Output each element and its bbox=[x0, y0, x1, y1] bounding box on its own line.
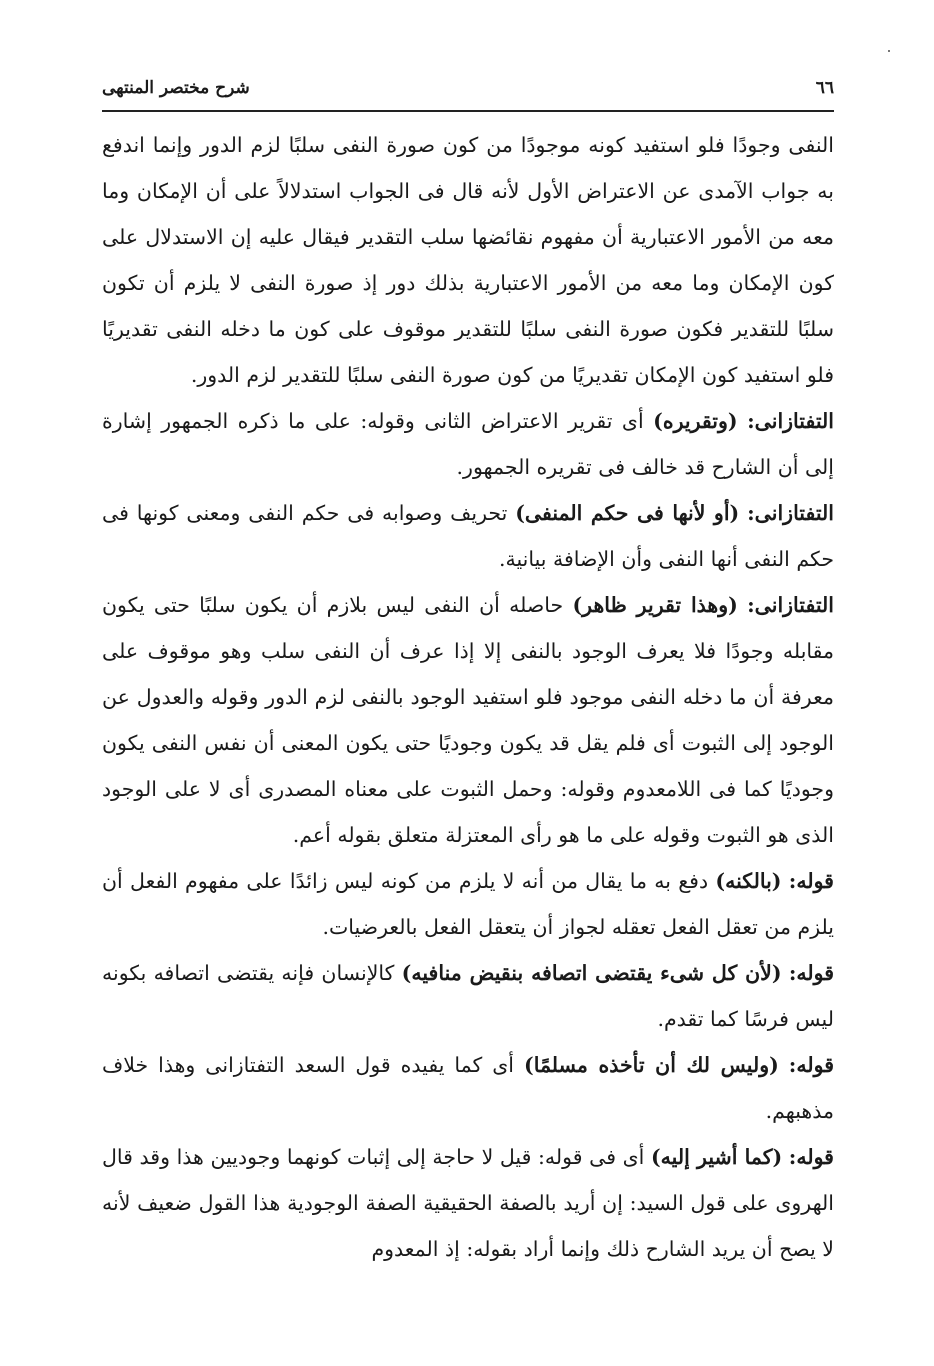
paragraph-text: أى تقرير الاعتراض الثانى وقوله: على ما ذكره الجمهور إشارة إلى أن الشارح قد خالف فى تقريره الجمهور. bbox=[102, 409, 834, 479]
paragraph-label: التفتازانى: bbox=[747, 501, 834, 525]
paragraph-quote: (كما أشير إليه) bbox=[650, 1145, 783, 1169]
paragraph bbox=[102, 122, 834, 398]
paragraph bbox=[102, 950, 834, 1042]
paragraph-quote: (بالكنه) bbox=[715, 869, 782, 893]
paragraph-quote: (أو لأنها فى حكم المنفى) bbox=[515, 501, 740, 525]
paragraph-label: قوله: bbox=[788, 869, 834, 893]
paragraph bbox=[102, 398, 834, 490]
paragraph bbox=[102, 1042, 834, 1134]
paragraph-label: قوله: bbox=[788, 961, 835, 985]
paragraph-label: التفتازانى: bbox=[747, 409, 834, 433]
paragraph-text: تحريف وصوابه فى حكم النفى ومعنى كونها فى حكم النفى أنها النفى وأن الإضافة بيانية. bbox=[102, 501, 834, 571]
paragraph-quote: (لأن كل شىء يقتضى اتصافه بنقيض منافيه) bbox=[401, 961, 782, 985]
paragraph-quote: (وهذا تقرير ظاهر) bbox=[572, 593, 738, 617]
paragraph-text: أى فى قوله: قيل لا حاجة إلى إثبات كونهما وجوديين هذا وقد قال الهروى على قول السيد: إن أريد بالصفة الحقيقية الصفة الوجودية هذا القول ضعيف لأنه لا يصح أن يريد الشارح ذلك وإنما أراد بقوله: إذ المعدوم bbox=[102, 1145, 834, 1261]
paragraph-label: قوله: bbox=[788, 1053, 834, 1077]
paragraph-quote: (وتقريره) bbox=[653, 409, 738, 433]
page-number: ٦٦ bbox=[815, 78, 834, 98]
page-header bbox=[102, 74, 834, 108]
margin-mark bbox=[888, 50, 890, 52]
paragraph-text: النفى وجودًا فلو استفيد كونه موجودًا من كون صورة النفى سلبًا لزم الدور وإنما اندفع به جواب الآمدى عن الاعتراض الأول لأنه قال فى الجواب استدلالاً على أن الإمكان وما معه من الأمور الاعتبارية أن مفهوم نقائضها سلب التقدير فيقال عليه إن الاستدلال على كون الإمكان وما معه من الأمور الاعتبارية بذلك دور إذ صورة النفى لا يلزم أن تكون سلبًا للتقدير فكون صورة النفى سلبًا للتقدير موقوف على كون ما دخله النفى تقديريًا فلو استفيد كون الإمكان تقديريًا من كون صورة النفى سلبًا للتقدير لزم الدور. bbox=[102, 133, 834, 387]
paragraph bbox=[102, 858, 834, 950]
paragraph-label: قوله: bbox=[788, 1145, 834, 1169]
paragraph-text: حاصله أن النفى ليس بلازم أن يكون سلبًا حتى يكون مقابله وجودًا فلا يعرف الوجود بالنفى إلا إذا عرف أن النفى سلب وهو موقوف على معرفة أن ما دخله النفى موجود فلو استفيد الوجود بالنفى لزم الدور وقوله والعدول عن الوجود إلى الثبوت أى فلم يقل قد يكون وجوديًا حتى يكون المعنى أن نفس النفى يكون وجوديًا كما فى اللامعدوم وقوله: وحمل الثبوت على معناه المصدرى أى لا على الوجود الذى هو الثبوت وقوله على ما هو رأى المعتزلة متعلق بقوله أعم. bbox=[102, 593, 834, 847]
running-title: شرح مختصر المنتهى bbox=[102, 78, 250, 98]
paragraph bbox=[102, 490, 834, 582]
paragraph-text: كالإنسان فإنه يقتضى اتصافه بكونه ليس فرسًا كما تقدم. bbox=[102, 961, 834, 1031]
paragraph-text: أى كما يفيده قول السعد التفتازانى وهذا خلاف مذهبهم. bbox=[102, 1053, 834, 1123]
paragraph-text: دفع به ما يقال من أنه لا يلزم من كونه ليس زائدًا على مفهوم الفعل أن يلزم من تعقل الفعل تعقله لجواز أن يتعقل الفعل بالعرضيات. bbox=[102, 869, 834, 939]
paragraph-quote: (وليس لك أن تأخذه مسلمًا) bbox=[524, 1053, 779, 1077]
paragraph-label: التفتازانى: bbox=[747, 593, 834, 617]
header-rule bbox=[102, 110, 834, 112]
paragraph bbox=[102, 1134, 834, 1272]
page-body bbox=[102, 122, 834, 1326]
paragraph bbox=[102, 582, 834, 858]
